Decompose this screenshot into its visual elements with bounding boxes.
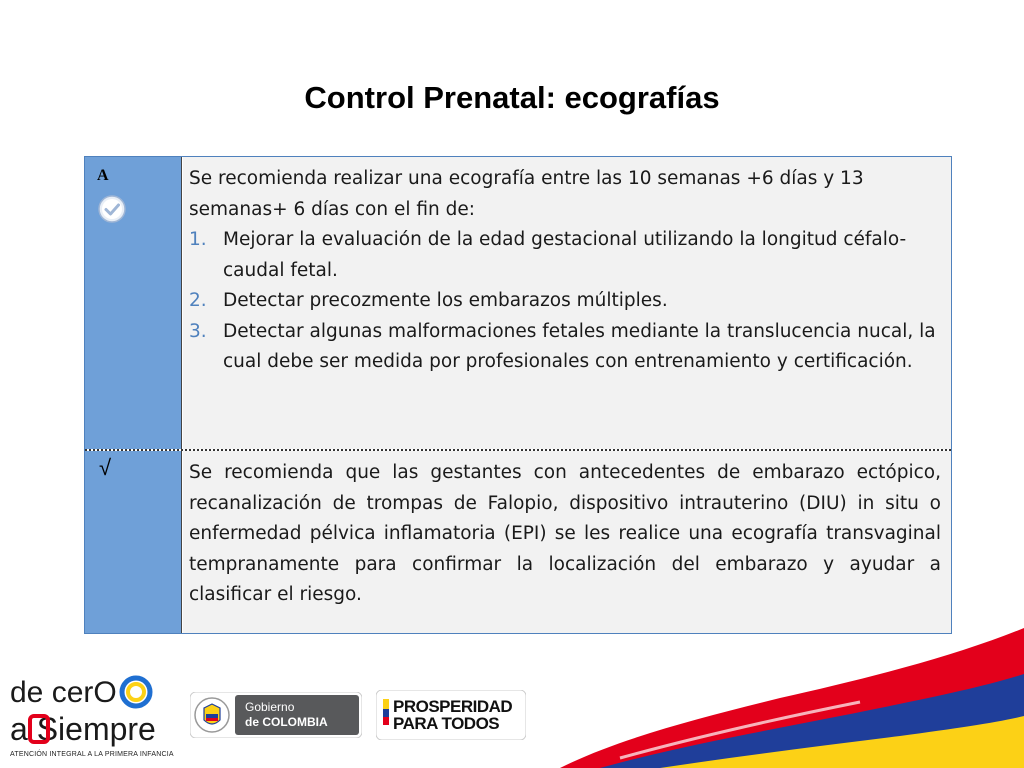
good-practice-mark: √	[99, 455, 112, 480]
prosperidad-line1: PROSPERIDAD	[393, 697, 513, 716]
recommendation-text	[183, 157, 951, 449]
list-item-text: Mejorar la evaluación de la edad gestacional utilizando la longitud céfalo-caudal fetal.	[223, 229, 907, 281]
prosperidad-logo-text	[393, 698, 512, 732]
recommendation-row	[85, 451, 951, 633]
list-item-text: Detectar algunas malformaciones fetales mediante la translucencia nucal, la cual debe ser medida por profesionales con entrenamiento y certificación.	[223, 320, 936, 372]
slide-title: Control Prenatal: ecografías	[304, 80, 720, 115]
recommendation-table	[84, 156, 952, 634]
grade-cell	[85, 157, 182, 449]
logo-text-line1: de cerO	[10, 676, 117, 709]
de-cero-a-siempre-logo	[10, 666, 180, 762]
recommendation-intro: Se recomienda realizar una ecografía entre las 10 semanas +6 días y 13 semanas+ 6 días con el fin de:	[189, 168, 864, 220]
logo-tagline: ATENCIÓN INTEGRAL A LA PRIMERA INFANCIA	[10, 751, 174, 758]
list-number: 3.	[189, 320, 207, 342]
recommendation-text: Se recomienda que las gestantes con antecedentes de embarazo ectópico, recanalización de trompas de Falopio, dispositivo intrauterino (DIU) in situ o enfermedad pélvica inflamatoria (EPI) se les realice una ecografía transvaginal tempranamente para confirmar la localización del embarazo y ayudar a clasificar el riesgo.	[183, 451, 951, 633]
logo-text-line2: a Siempre	[10, 711, 156, 747]
gov-logo-text	[245, 700, 328, 730]
list-item	[189, 225, 941, 286]
gov-logo-line1: Gobierno	[245, 700, 295, 714]
list-item	[189, 286, 941, 317]
grade-cell	[85, 451, 182, 633]
recommendation-row	[85, 157, 951, 451]
list-number: 2.	[189, 290, 207, 311]
prosperidad-line2: PARA TODOS	[393, 714, 500, 733]
recommendation-list	[189, 225, 941, 378]
gov-logo-line2: de COLOMBIA	[245, 715, 328, 729]
list-number: 1.	[189, 229, 207, 250]
list-item	[189, 317, 941, 378]
checkmark-badge-icon	[98, 195, 126, 223]
list-item-text: Detectar precozmente los embarazos múltiples.	[223, 290, 668, 311]
grade-label: A	[97, 167, 109, 184]
